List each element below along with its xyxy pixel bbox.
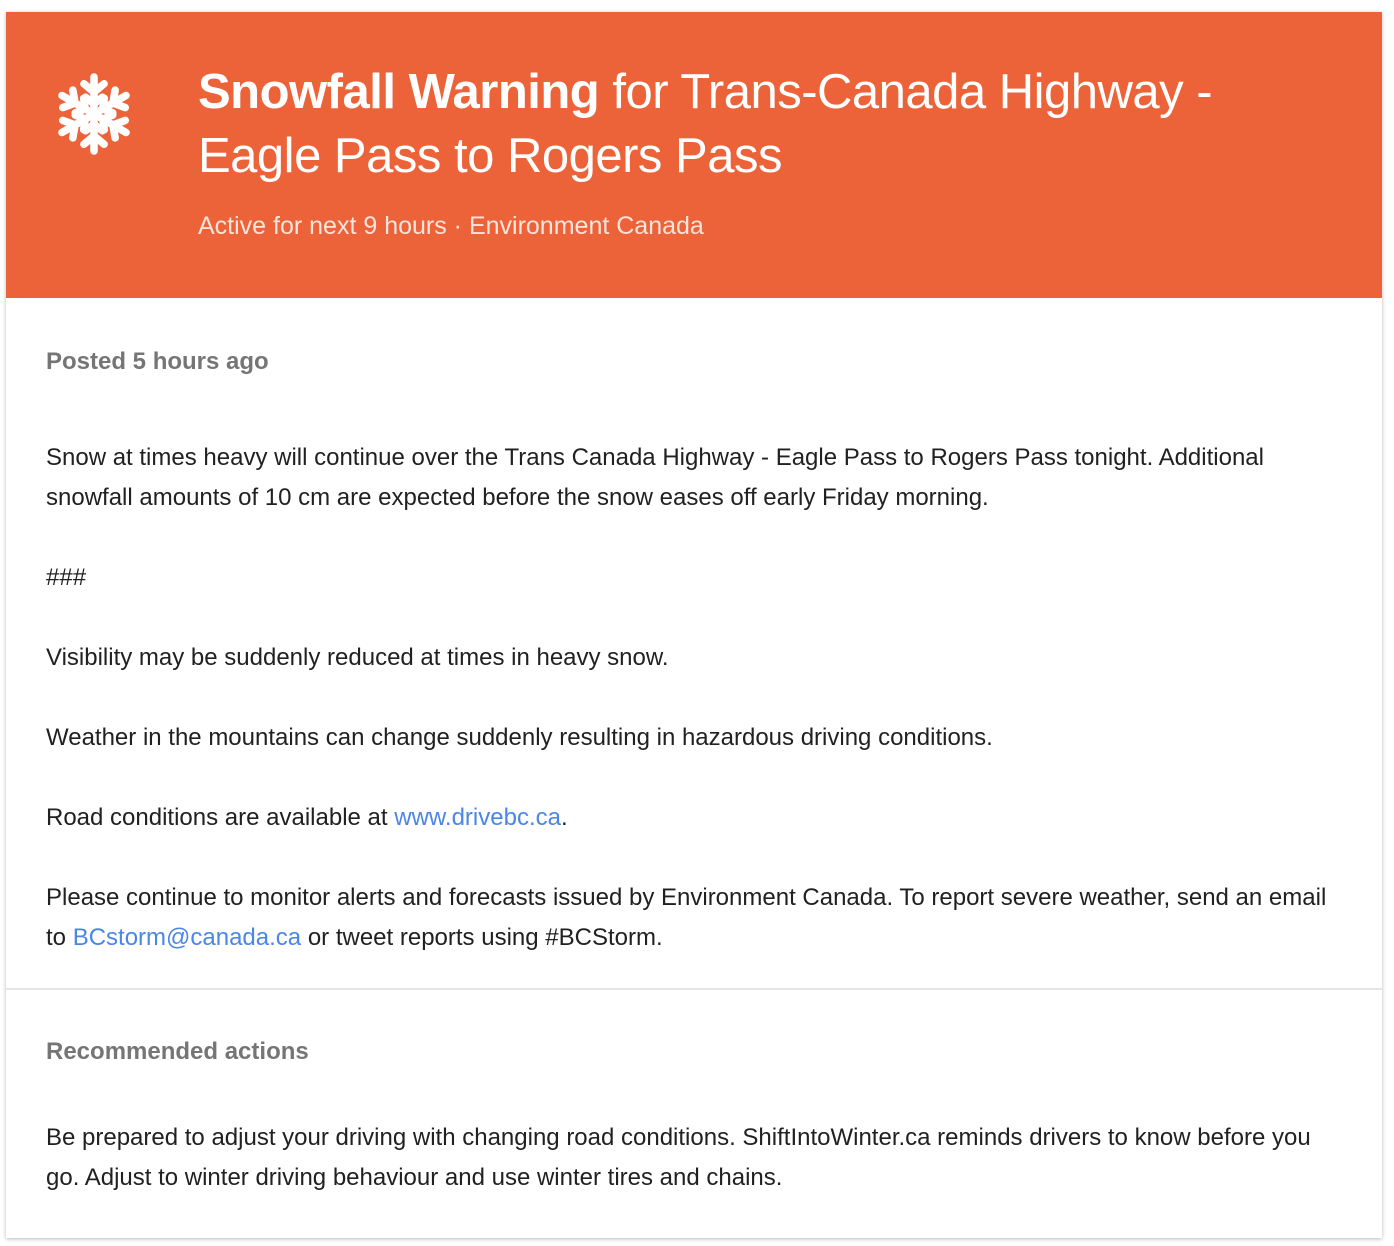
alert-title-type: Snowfall Warning [198, 65, 600, 119]
bcstorm-email-link[interactable]: BCstorm@canada.ca [72, 924, 302, 951]
posted-time: Posted 5 hours ago [46, 348, 269, 375]
road-conditions-paragraph [46, 798, 1346, 838]
visibility-paragraph: Visibility may be suddenly reduced at times in heavy snow. [46, 644, 669, 671]
alert-details [6, 298, 1382, 988]
description-paragraph: Snow at times heavy will continue over the Trans Canada Highway - Eagle Pass to Rogers Pass tonight. Additional snowfall amounts of 10 cm are expected before the snow eases off early Friday morning. [46, 444, 1264, 511]
report-weather-text: Please continue to monitor alerts and forecasts issued by Environment Canada. To report severe weather, send an email to [46, 884, 1327, 951]
alert-header [6, 12, 1382, 298]
mountain-weather-paragraph: Weather in the mountains can change suddenly resulting in hazardous driving conditions. [46, 724, 993, 751]
recommended-actions-text: Be prepared to adjust your driving with changing road conditions. ShiftIntoWinter.ca reminds drivers to know before you go. Adjust to winter driving behaviour and use winter tires and chains. [46, 1124, 1311, 1191]
section-divider [6, 988, 1382, 990]
alert-meta: Active for next 9 hours · Environment Canada [198, 212, 704, 240]
report-weather-paragraph [46, 878, 1346, 958]
separator-text: ### [46, 564, 87, 591]
report-weather-end: or tweet reports using #BCStorm. [301, 924, 663, 951]
alert-title [198, 60, 1348, 188]
alert-title-location: for Trans-Canada Highway - Eagle Pass to Rogers Pass [198, 65, 1213, 183]
road-conditions-end: . [560, 804, 568, 831]
alert-card [6, 12, 1382, 1238]
snowflake-icon [52, 72, 136, 156]
recommended-actions-title: Recommended actions [46, 1038, 309, 1065]
drivebc-link[interactable]: www.drivebc.ca [394, 804, 561, 831]
road-conditions-text: Road conditions are available at [46, 804, 395, 831]
